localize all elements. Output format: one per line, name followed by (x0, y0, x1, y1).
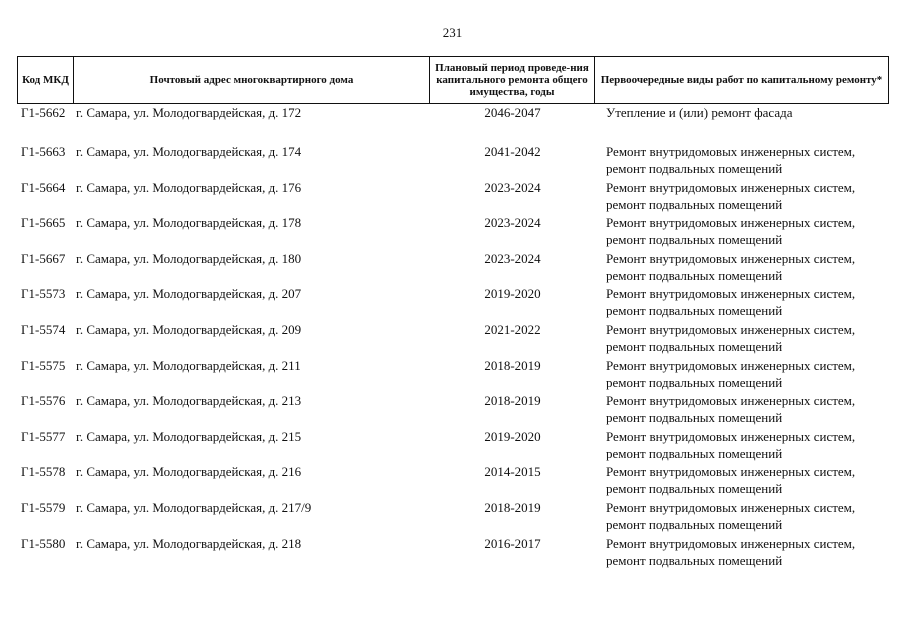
row-code: Г1-5574 (21, 321, 66, 337)
table-row (17, 499, 889, 535)
row-period: 2014-2015 (484, 464, 541, 480)
row-period: 2018-2019 (484, 499, 541, 515)
row-works: Ремонт внутридомовых инженерных систем, ремонт подвальных помещений (606, 215, 856, 248)
table-row (17, 428, 889, 464)
table-body (17, 104, 889, 570)
row-code: Г1-5665 (21, 215, 66, 231)
row-period: 2041-2042 (484, 144, 541, 159)
row-period: 2023-2024 (484, 179, 541, 195)
row-works: Ремонт внутридомовых инженерных систем, ремонт подвальных помещений (606, 286, 856, 319)
row-address: г. Самара, ул. Молодогвардейская, д. 218 (76, 535, 302, 551)
table-row (17, 179, 889, 215)
row-works: Ремонт внутридомовых инженерных систем, ремонт подвальных помещений (606, 535, 856, 568)
header-address: Почтовый адрес многоквартирного дома (74, 57, 430, 103)
header-code: Код МКД (17, 57, 74, 103)
row-address: г. Самара, ул. Молодогвардейская, д. 216 (76, 464, 302, 480)
row-address: г. Самара, ул. Молодогвардейская, д. 176 (76, 179, 302, 195)
row-works: Ремонт внутридомовых инженерных систем, ремонт подвальных помещений (606, 179, 856, 212)
row-period: 2019-2020 (484, 286, 541, 302)
row-period: 2019-2020 (484, 428, 541, 444)
row-works: Ремонт внутридомовых инженерных систем, ремонт подвальных помещений (606, 357, 856, 390)
row-works: Ремонт внутридомовых инженерных систем, ремонт подвальных помещений (606, 321, 856, 354)
row-code: Г1-5573 (21, 286, 66, 302)
row-period: 2023-2024 (484, 215, 541, 231)
row-works: Утепление и (или) ремонт фасада (606, 105, 793, 120)
table-row (17, 250, 889, 286)
row-works: Ремонт внутридомовых инженерных систем, ремонт подвальных помещений (606, 499, 856, 532)
row-works: Ремонт внутридомовых инженерных систем, ремонт подвальных помещений (606, 428, 856, 461)
table-row (17, 321, 889, 357)
row-works: Ремонт внутридомовых инженерных систем, ремонт подвальных помещений (606, 144, 856, 176)
row-code: Г1-5662 (21, 105, 66, 120)
table-row (17, 463, 889, 499)
table-row (17, 285, 889, 321)
row-address: г. Самара, ул. Молодогвардейская, д. 215 (76, 428, 302, 444)
row-address: г. Самара, ул. Молодогвардейская, д. 172 (76, 105, 302, 120)
row-period: 2018-2019 (484, 393, 541, 409)
row-address: г. Самара, ул. Молодогвардейская, д. 211 (76, 357, 301, 373)
row-code: Г1-5575 (21, 357, 66, 373)
table-row (17, 357, 889, 393)
row-address: г. Самара, ул. Молодогвардейская, д. 217/9 (76, 499, 312, 515)
header-period: Плановый период проведе-ния капитального ремонта общего имущества, годы (430, 57, 595, 103)
row-code: Г1-5578 (21, 464, 66, 480)
row-address: г. Самара, ул. Молодогвардейская, д. 209 (76, 321, 302, 337)
table-row (17, 535, 889, 571)
row-works: Ремонт внутридомовых инженерных систем, ремонт подвальных помещений (606, 393, 856, 426)
row-address: г. Самара, ул. Молодогвардейская, д. 180 (76, 250, 302, 266)
row-code: Г1-5579 (21, 499, 66, 515)
row-period: 2023-2024 (484, 250, 541, 266)
table-header (17, 56, 889, 104)
table-row (17, 104, 889, 143)
table-row (17, 392, 889, 428)
capital-repair-table (17, 56, 889, 570)
row-code: Г1-5580 (21, 535, 66, 551)
row-period: 2016-2017 (484, 535, 541, 551)
table-row (17, 214, 889, 250)
row-code: Г1-5663 (21, 144, 66, 159)
row-works: Ремонт внутридомовых инженерных систем, ремонт подвальных помещений (606, 250, 856, 283)
row-code: Г1-5576 (21, 393, 66, 409)
row-period: 2018-2019 (484, 357, 541, 373)
row-address: г. Самара, ул. Молодогвардейская, д. 207 (76, 286, 302, 302)
row-address: г. Самара, ул. Молодогвардейская, д. 174 (76, 144, 302, 159)
page-number: 231 (442, 25, 463, 40)
row-period: 2021-2022 (484, 321, 541, 337)
row-period: 2046-2047 (484, 105, 541, 120)
header-works: Первоочередные виды работ по капитальному ремонту* (595, 57, 889, 103)
row-address: г. Самара, ул. Молодогвардейская, д. 178 (76, 215, 302, 231)
row-works: Ремонт внутридомовых инженерных систем, ремонт подвальных помещений (606, 464, 856, 497)
row-code: Г1-5664 (21, 179, 66, 195)
row-code: Г1-5667 (21, 250, 66, 266)
row-address: г. Самара, ул. Молодогвардейская, д. 213 (76, 393, 302, 409)
row-code: Г1-5577 (21, 428, 66, 444)
table-row (17, 143, 889, 179)
